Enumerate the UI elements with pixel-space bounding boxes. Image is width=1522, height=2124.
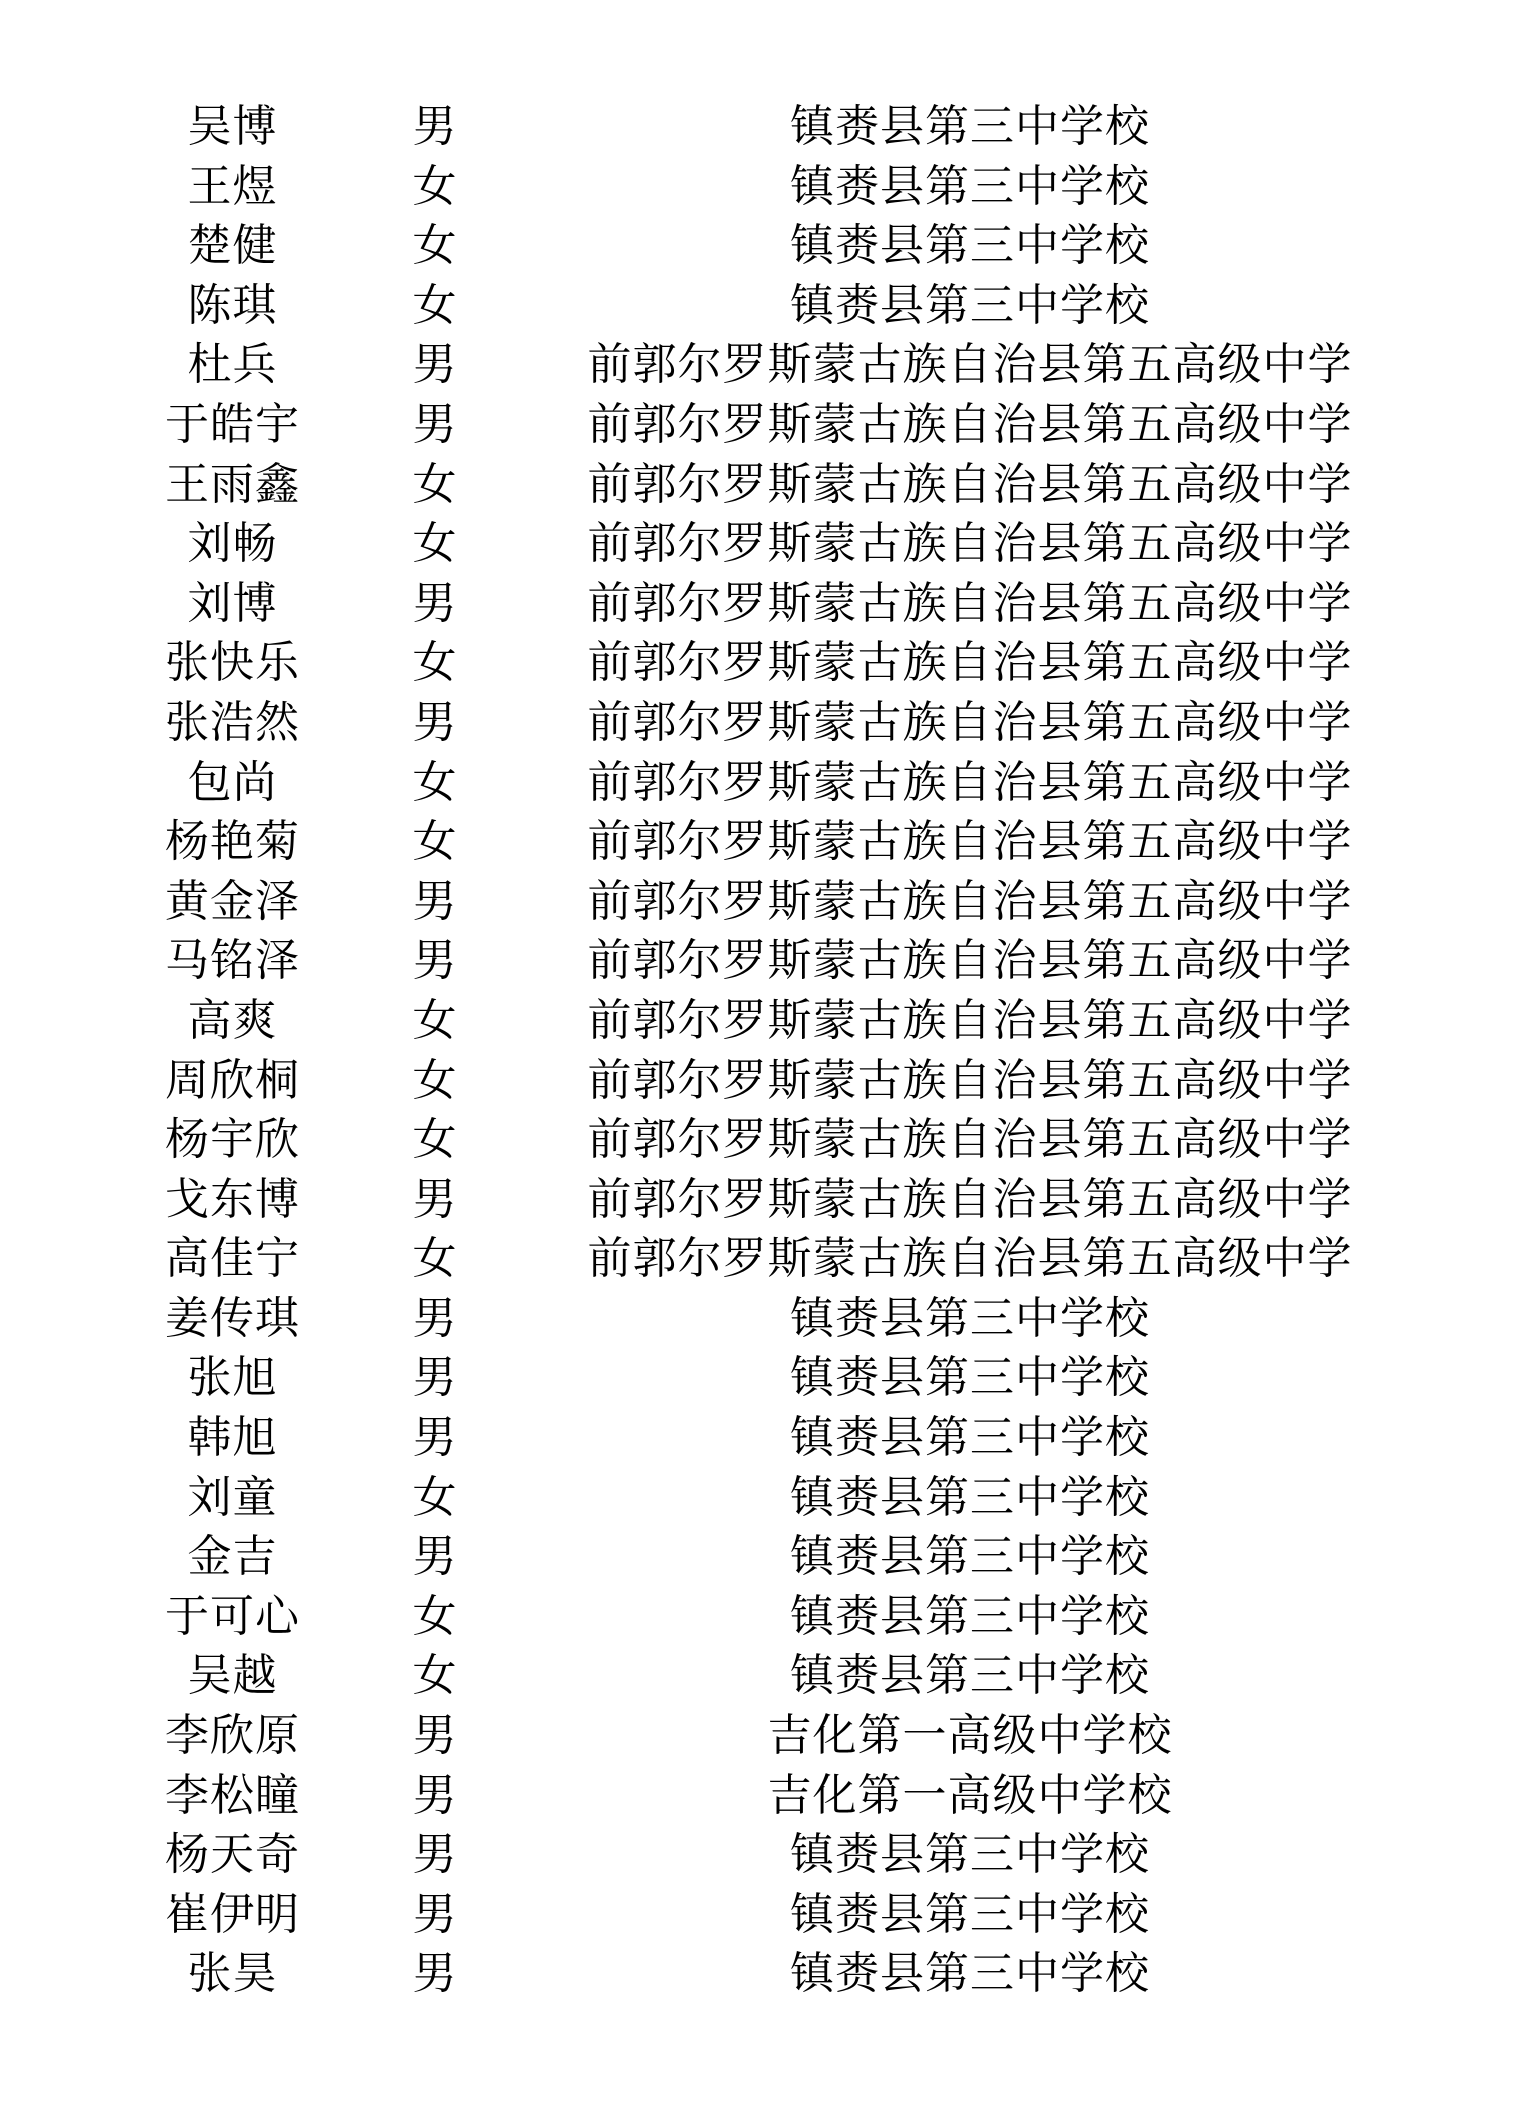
student-gender: 女 <box>412 279 458 331</box>
table-row <box>0 1348 1522 1408</box>
table-row <box>0 1408 1522 1468</box>
student-gender: 男 <box>412 101 458 152</box>
table-row <box>0 1766 1522 1826</box>
student-name: 姜传琪 <box>165 1292 300 1344</box>
student-school: 镇赉县第三中学校 <box>790 279 1150 331</box>
student-school: 镇赉县第三中学校 <box>790 1590 1150 1642</box>
student-school: 前郭尔罗斯蒙古族自治县第五高级中学 <box>587 458 1353 510</box>
student-gender: 男 <box>412 398 458 450</box>
student-gender: 女 <box>412 1233 458 1285</box>
student-gender: 女 <box>412 816 458 868</box>
student-name: 张旭 <box>187 1352 278 1404</box>
table-row <box>0 1289 1522 1349</box>
student-name: 刘博 <box>187 577 278 629</box>
student-school: 镇赉县第三中学校 <box>790 220 1150 272</box>
student-school: 镇赉县第三中学校 <box>790 1650 1150 1702</box>
table-row <box>0 1944 1522 2004</box>
student-school: 镇赉县第三中学校 <box>790 101 1150 152</box>
table-row <box>0 1527 1522 1587</box>
student-school: 前郭尔罗斯蒙古族自治县第五高级中学 <box>587 875 1353 927</box>
student-school: 镇赉县第三中学校 <box>790 1292 1150 1344</box>
student-gender: 男 <box>412 935 458 987</box>
student-name: 张快乐 <box>165 637 300 689</box>
student-school: 吉化第一高级中学校 <box>767 1710 1173 1762</box>
student-gender: 男 <box>412 1829 458 1881</box>
student-gender: 女 <box>412 458 458 510</box>
student-name: 杨宇欣 <box>165 1114 300 1166</box>
table-row <box>0 1051 1522 1111</box>
student-name: 于可心 <box>165 1590 300 1642</box>
student-school: 前郭尔罗斯蒙古族自治县第五高级中学 <box>587 1233 1353 1285</box>
student-gender: 男 <box>412 1173 458 1225</box>
student-school: 前郭尔罗斯蒙古族自治县第五高级中学 <box>587 816 1353 868</box>
student-gender: 男 <box>412 1412 458 1464</box>
table-row <box>0 1885 1522 1945</box>
student-school: 前郭尔罗斯蒙古族自治县第五高级中学 <box>587 339 1353 391</box>
student-name: 王雨鑫 <box>165 458 300 510</box>
student-school: 前郭尔罗斯蒙古族自治县第五高级中学 <box>587 1173 1353 1225</box>
student-school: 前郭尔罗斯蒙古族自治县第五高级中学 <box>587 518 1353 570</box>
table-row <box>0 574 1522 634</box>
table-row <box>0 1170 1522 1230</box>
table-row <box>0 395 1522 455</box>
student-gender: 女 <box>412 1471 458 1523</box>
student-gender: 男 <box>412 875 458 927</box>
student-gender: 男 <box>412 1531 458 1583</box>
student-school: 镇赉县第三中学校 <box>790 160 1150 212</box>
table-row <box>0 157 1522 217</box>
student-school: 镇赉县第三中学校 <box>790 1412 1150 1464</box>
student-gender: 男 <box>412 1769 458 1821</box>
student-school: 吉化第一高级中学校 <box>767 1769 1173 1821</box>
student-gender: 女 <box>412 756 458 808</box>
student-gender: 男 <box>412 696 458 748</box>
student-gender: 男 <box>412 339 458 391</box>
student-gender: 女 <box>412 518 458 570</box>
student-name: 刘童 <box>187 1471 278 1523</box>
table-row <box>0 1706 1522 1766</box>
student-gender: 男 <box>412 1292 458 1344</box>
student-name: 周欣桐 <box>165 1054 300 1106</box>
table-row <box>0 1825 1522 1885</box>
student-name: 楚健 <box>187 220 278 272</box>
student-roster <box>0 97 1522 2004</box>
student-name: 吴越 <box>187 1650 278 1702</box>
student-school: 镇赉县第三中学校 <box>790 1352 1150 1404</box>
student-school: 前郭尔罗斯蒙古族自治县第五高级中学 <box>587 398 1353 450</box>
table-row <box>0 1110 1522 1170</box>
table-row <box>0 693 1522 753</box>
table-row <box>0 1587 1522 1647</box>
student-name: 吴博 <box>187 101 278 152</box>
student-name: 包尚 <box>187 756 278 808</box>
student-name: 黄金泽 <box>165 875 300 927</box>
student-school: 前郭尔罗斯蒙古族自治县第五高级中学 <box>587 637 1353 689</box>
student-name: 刘畅 <box>187 518 278 570</box>
table-row <box>0 633 1522 693</box>
table-row <box>0 931 1522 991</box>
table-row <box>0 276 1522 336</box>
student-gender: 女 <box>412 994 458 1046</box>
student-school: 前郭尔罗斯蒙古族自治县第五高级中学 <box>587 935 1353 987</box>
student-gender: 男 <box>412 577 458 629</box>
student-gender: 女 <box>412 1114 458 1166</box>
student-school: 镇赉县第三中学校 <box>790 1531 1150 1583</box>
student-name: 金吉 <box>187 1531 278 1583</box>
student-gender: 女 <box>412 1650 458 1702</box>
student-gender: 男 <box>412 1710 458 1762</box>
student-school: 前郭尔罗斯蒙古族自治县第五高级中学 <box>587 577 1353 629</box>
student-name: 高佳宁 <box>165 1233 300 1285</box>
student-name: 戈东博 <box>165 1173 300 1225</box>
table-row <box>0 1468 1522 1528</box>
table-row <box>0 812 1522 872</box>
student-school: 前郭尔罗斯蒙古族自治县第五高级中学 <box>587 1054 1353 1106</box>
student-gender: 男 <box>412 1352 458 1404</box>
student-school: 前郭尔罗斯蒙古族自治县第五高级中学 <box>587 994 1353 1046</box>
student-school: 镇赉县第三中学校 <box>790 1948 1150 2000</box>
student-name: 杨天奇 <box>165 1829 300 1881</box>
student-name: 杜兵 <box>187 339 278 391</box>
student-name: 韩旭 <box>187 1412 278 1464</box>
student-name: 崔伊明 <box>165 1888 300 1940</box>
table-row <box>0 1646 1522 1706</box>
student-name: 李欣原 <box>165 1710 300 1762</box>
student-name: 张浩然 <box>165 696 300 748</box>
table-row <box>0 872 1522 932</box>
student-school: 镇赉县第三中学校 <box>790 1471 1150 1523</box>
student-gender: 女 <box>412 1590 458 1642</box>
student-school: 镇赉县第三中学校 <box>790 1829 1150 1881</box>
table-row <box>0 753 1522 813</box>
student-gender: 女 <box>412 160 458 212</box>
student-school: 前郭尔罗斯蒙古族自治县第五高级中学 <box>587 756 1353 808</box>
student-gender: 男 <box>412 1888 458 1940</box>
student-gender: 女 <box>412 637 458 689</box>
student-name: 王煜 <box>187 160 278 212</box>
student-name: 杨艳菊 <box>165 816 300 868</box>
student-gender: 女 <box>412 220 458 272</box>
student-name: 陈琪 <box>187 279 278 331</box>
student-name: 张昊 <box>187 1948 278 2000</box>
student-school: 前郭尔罗斯蒙古族自治县第五高级中学 <box>587 696 1353 748</box>
student-school: 镇赉县第三中学校 <box>790 1888 1150 1940</box>
student-name: 李松瞳 <box>165 1769 300 1821</box>
table-row <box>0 455 1522 515</box>
table-row <box>0 216 1522 276</box>
table-row <box>0 991 1522 1051</box>
student-school: 前郭尔罗斯蒙古族自治县第五高级中学 <box>587 1114 1353 1166</box>
table-row <box>0 97 1522 157</box>
table-row <box>0 514 1522 574</box>
table-row <box>0 1229 1522 1289</box>
student-gender: 男 <box>412 1948 458 2000</box>
table-row <box>0 335 1522 395</box>
student-gender: 女 <box>412 1054 458 1106</box>
student-name: 马铭泽 <box>165 935 300 987</box>
student-name: 高爽 <box>187 994 278 1046</box>
student-name: 于皓宇 <box>165 398 300 450</box>
